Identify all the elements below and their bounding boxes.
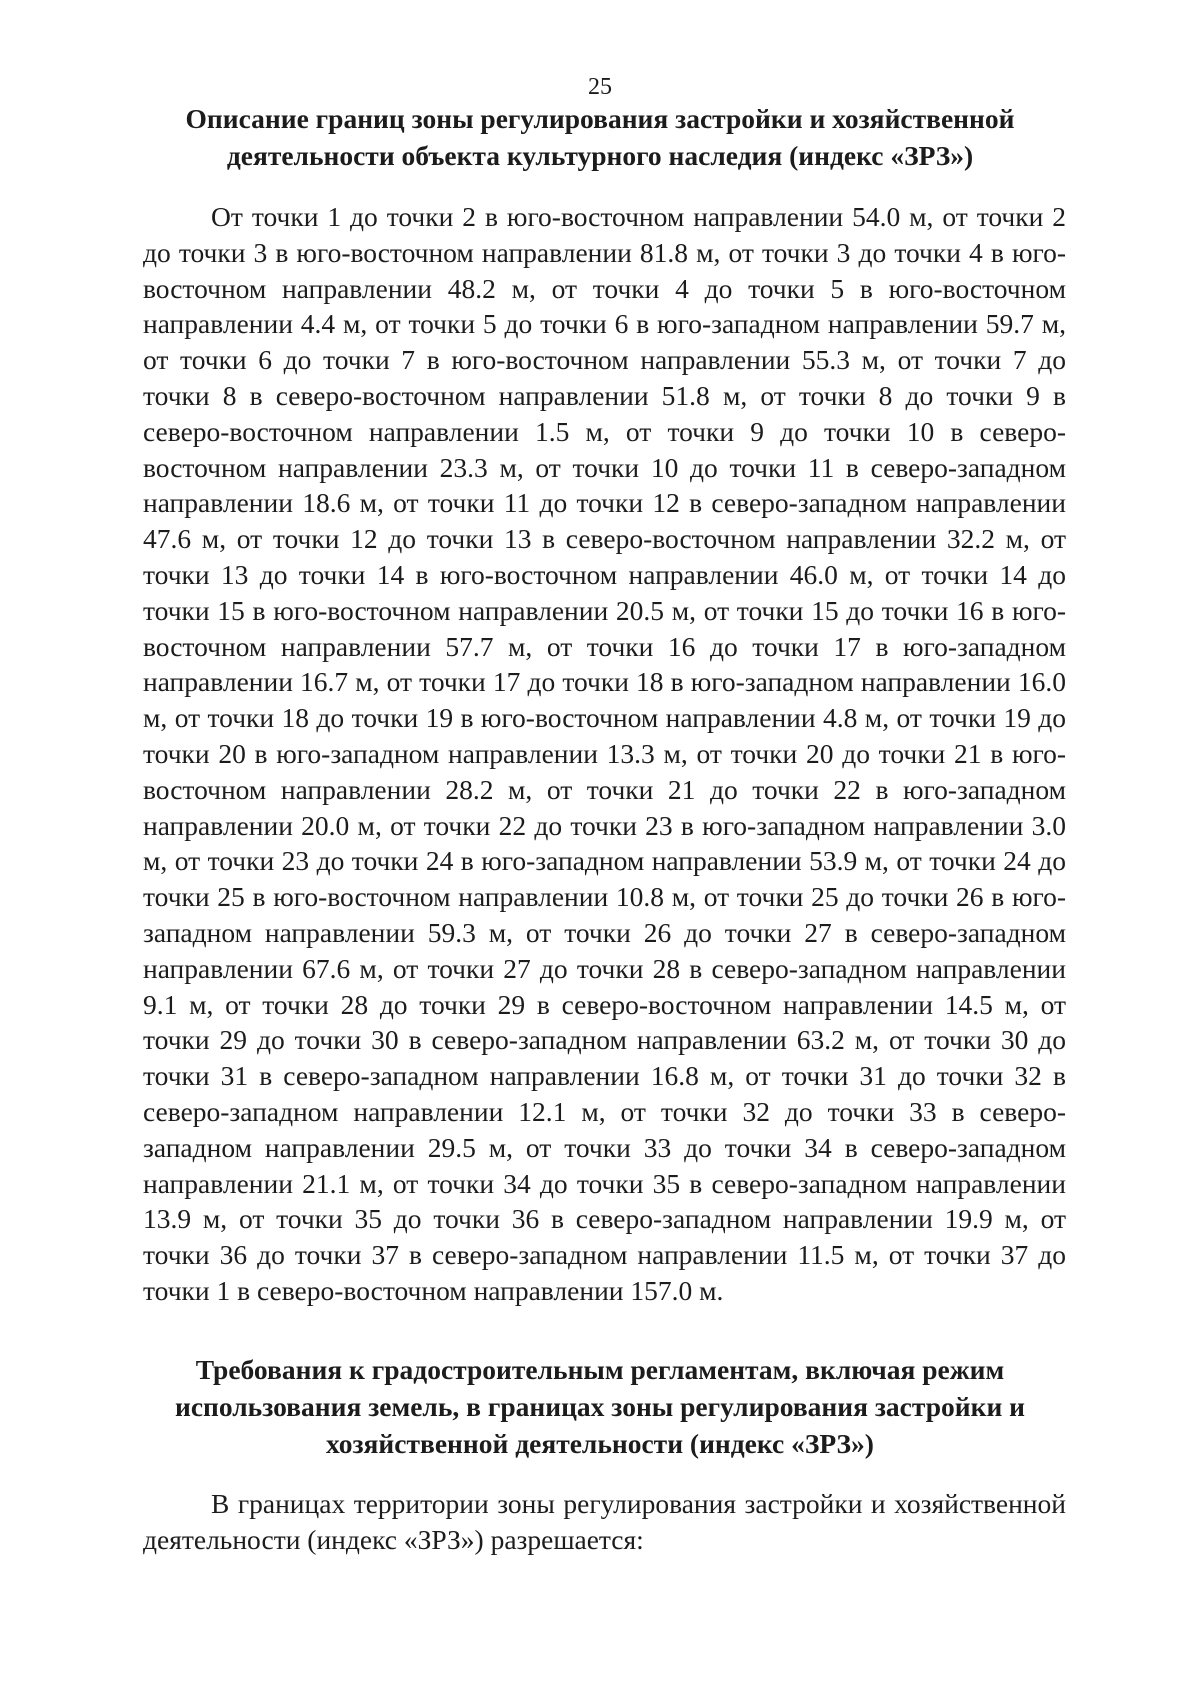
section-title-requirements: Требования к градостроительным регламентам, включая режим использования земель, в границах зоны регулирования застройки и хозяйственной деятельности (индекс «ЗРЗ») <box>174 1354 1026 1459</box>
requirements-intro-paragraph: В границах территории зоны регулирования застройки и хозяйственной деятельности (индекс «ЗРЗ») разрешается: <box>143 1488 1066 1555</box>
section-title-boundaries: Описание границ зоны регулирования застройки и хозяйственной деятельности объекта культурного наследия (индекс «ЗРЗ») <box>185 103 1015 171</box>
boundary-description-paragraph: От точки 1 до точки 2 в юго-восточном направлении 54.0 м, от точки 2 до точки 3 в юго-восточном направлении 81.8 м, от точки 3 до точки 4 в юго-восточном направлении 48.2 м, от точки 4 до точки 5 в юго-восточном направлении 4.4 м, от точки 5 до точки 6 в юго-западном направлении 59.7 м, от точки 6 до точки 7 в юго-восточном направлении 55.3 м, от точки 7 до точки 8 в северо-восточном направлении 51.8 м, от точки 8 до точки 9 в северо-восточном направлении 1.5 м, от точки 9 до точки 10 в северо-восточном направлении 23.3 м, от точки 10 до точки 11 в северо-западном направлении 18.6 м, от точки 11 до точки 12 в северо-западном направлении 47.6 м, от точки 12 до точки 13 в северо-восточном направлении 32.2 м, от точки 13 до точки 14 в юго-восточном направлении 46.0 м, от точки 14 до точки 15 в юго-восточном направлении 20.5 м, от точки 15 до точки 16 в юго-восточном направлении 57.7 м, от точки 16 до точки 17 в юго-западном направлении 16.7 м, от точки 17 до точки 18 в юго-западном направлении 16.0 м, от точки 18 до точки 19 в юго-восточном направлении 4.8 м, от точки 19 до точки 20 в юго-западном направлении 13.3 м, от точки 20 до точки 21 в юго-восточном направлении 28.2 м, от точки 21 до точки 22 в юго-западном направлении 20.0 м, от точки 22 до точки 23 в юго-западном направлении 3.0 м, от точки 23 до точки 24 в юго-западном направлении 53.9 м, от точки 24 до точки 25 в юго-восточном направлении 10.8 м, от точки 25 до точки 26 в юго-западном направлении 59.3 м, от точки 26 до точки 27 в северо-западном направлении 67.6 м, от точки 27 до точки 28 в северо-западном направлении 9.1 м, от точки 28 до точки 29 в северо-восточном направлении 14.5 м, от точки 29 до точки 30 в северо-западном направлении 63.2 м, от точки 30 до точки 31 в северо-западном направлении 16.8 м, от точки 31 до точки 32 в северо-западном направлении 12.1 м, от точки 32 до точки 33 в северо-западном направлении 29.5 м, от точки 33 до точки 34 в северо-западном направлении 21.1 м, от точки 34 до точки 35 в северо-западном направлении 13.9 м, от точки 35 до точки 36 в северо-западном направлении 19.9 м, от точки 36 до точки 37 в северо-западном направлении 11.5 м, от точки 37 до точки 1 в северо-восточном направлении 157.0 м. <box>143 201 1066 1306</box>
page-number: 25 <box>588 74 612 100</box>
